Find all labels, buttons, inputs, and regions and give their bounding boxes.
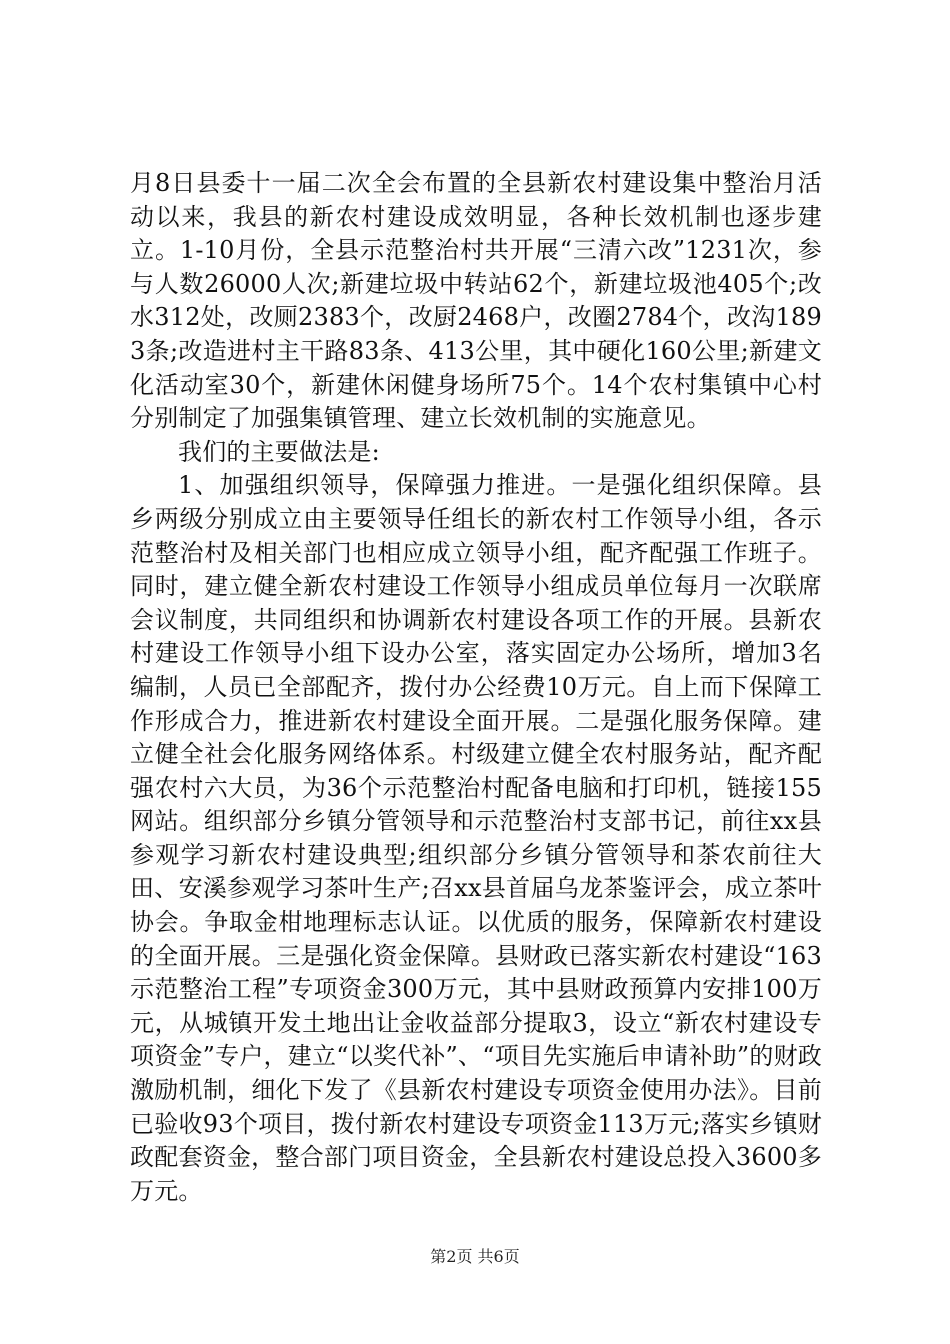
page-number-footer: 第2页 共6页: [430, 1247, 520, 1266]
document-body: [130, 167, 822, 1208]
paragraph-organization: 1、加强组织领导，保障强力推进。一是强化组织保障。县乡两级分别成立由主要领导任组长的新农村工作领导小组，各示范整治村及相关部门也相应成立领导小组，配齐配强工作班子。同时，建立健全新农村建设工作领导小组成员单位每月一次联席会议制度，共同组织和协调新农村建设各项工作的开展。县新农村建设工作领导小组下设办公室，落实固定办公场所，增加3名编制，人员已全部配齐，拨付办公经费10万元。自上而下保障工作形成合力，推进新农村建设全面开展。二是强化服务保障。建立健全社会化服务网络体系。村级建立健全农村服务站，配齐配强农村六大员，为36个示范整治村配备电脑和打印机，链接155网站。组织部分乡镇分管领导和示范整治村支部书记，前往xx县参观学习新农村建设典型;组织部分乡镇分管领导和茶农前往大田、安溪参观学习茶叶生产;召xx县首届乌龙茶鉴评会，成立茶叶协会。争取金柑地理标志认证。以优质的服务，保障新农村建设的全面开展。三是强化资金保障。县财政已落实新农村建设“163示范整治工程”专项资金300万元，其中县财政预算内安排100万元，从城镇开发土地出让金收益部分提取3，设立“新农村建设专项资金”专户，建立“以奖代补”、“项目先实施后申请补助”的财政激励机制，细化下发了《县新农村建设专项资金使用办法》。目前已验收93个项目，拨付新农村建设专项资金113万元;落实乡镇财政配套资金，整合部门项目资金，全县新农村建设总投入3600多万元。: [130, 471, 822, 1205]
paragraph-methods-heading: 我们的主要做法是:: [178, 437, 380, 466]
paragraph-intro: 月8日县委十一届二次全会布置的全县新农村建设集中整治月活动以来，我县的新农村建设成效明显，各种长效机制也逐步建立。1-10月份，全县示范整治村共开展“三清六改”1231次，参与人数26000人次;新建垃圾中转站62个，新建垃圾池405个;改水312处，改厕2383个，改厨2468户，改圈2784个，改沟1893条;改造进村主干路83条、413公里，其中硬化160公里;新建文化活动室30个，新建休闲健身场所75个。14个农村集镇中心村分别制定了加强集镇管理、建立长效机制的实施意见。: [130, 169, 822, 433]
